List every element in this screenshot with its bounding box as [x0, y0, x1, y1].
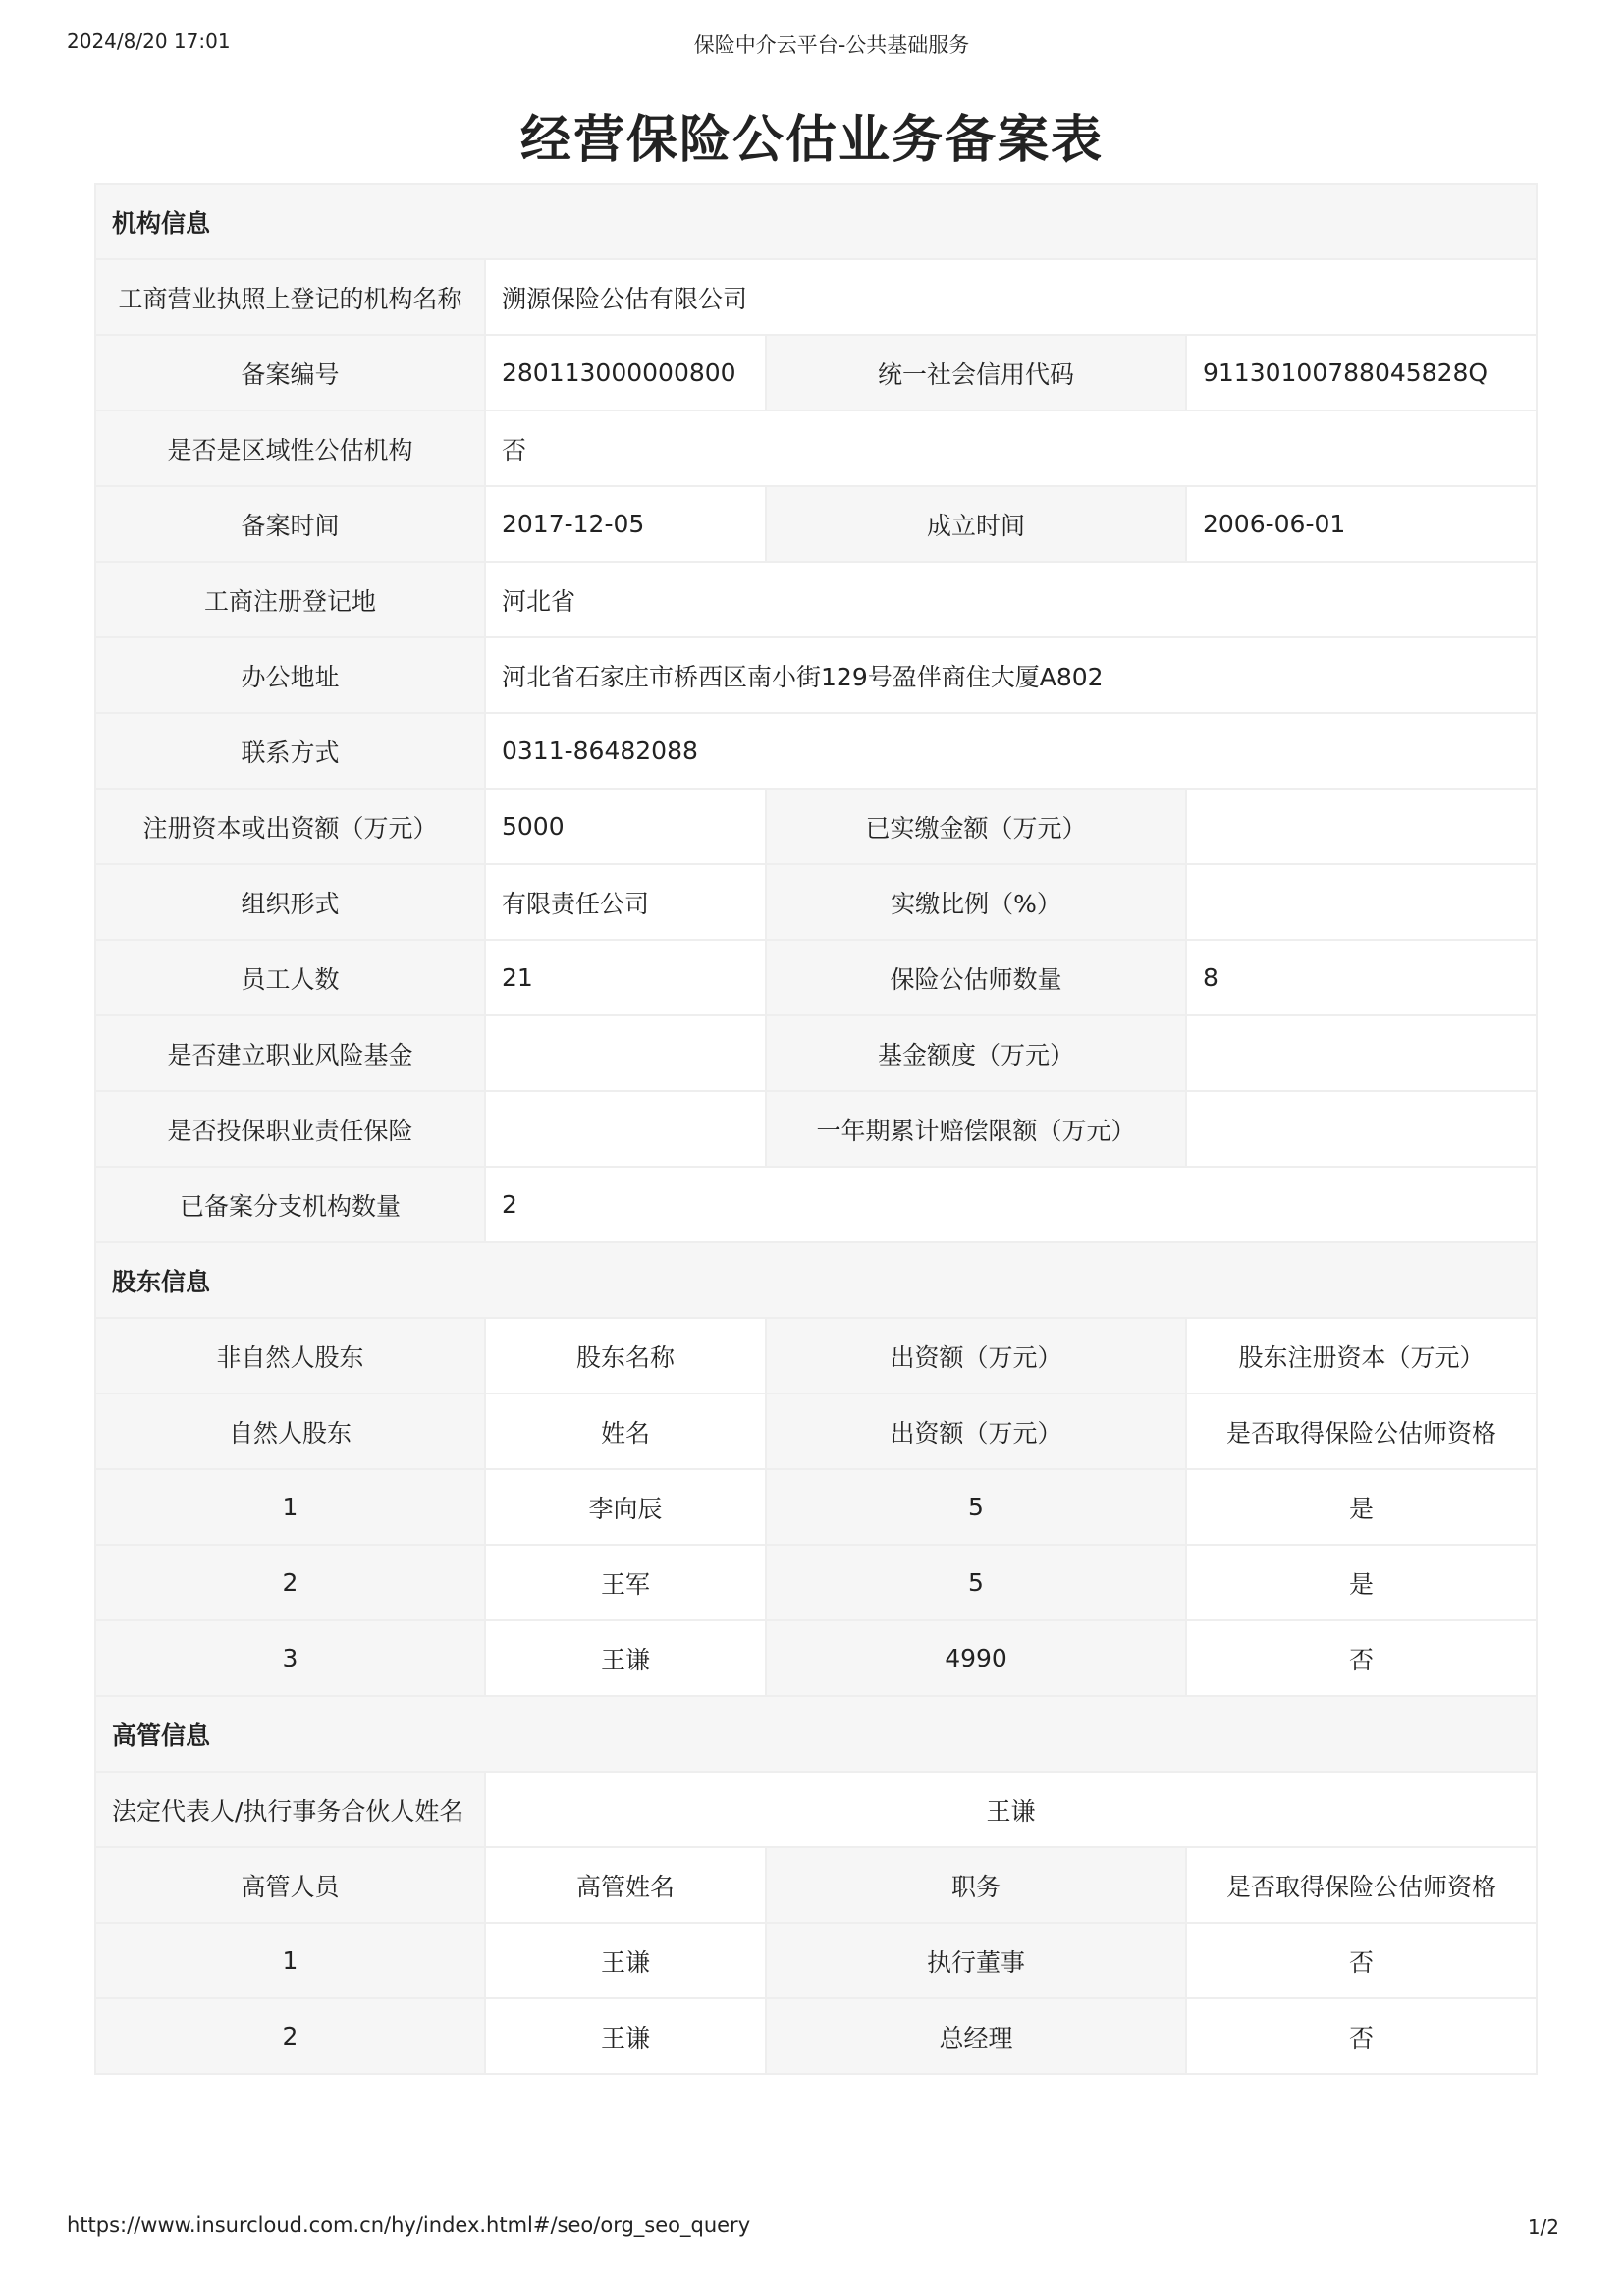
- shareholder-name: 王军: [485, 1545, 766, 1620]
- shareholder-qualified: 是: [1186, 1469, 1537, 1545]
- shareholder-name: 王谦: [485, 1620, 766, 1696]
- exec-index: 2: [95, 1998, 485, 2074]
- capital-label: 注册资本或出资额（万元）: [95, 789, 485, 864]
- section-org-heading: 机构信息: [95, 184, 1537, 259]
- exec-header-1: 高管姓名: [485, 1847, 766, 1923]
- table-row: [95, 1469, 1537, 1545]
- table-row: [95, 1998, 1537, 2074]
- nonnatural-header-0: 非自然人股东: [95, 1318, 485, 1394]
- nonnatural-header-2: 出资额（万元）: [766, 1318, 1186, 1394]
- liability-value: [485, 1091, 766, 1167]
- filing-table: [94, 183, 1538, 2075]
- exec-name: 王谦: [485, 1923, 766, 1998]
- assessor-count-value: 8: [1186, 940, 1537, 1015]
- paid-ratio-label: 实缴比例（%）: [766, 864, 1186, 940]
- paid-label: 已实缴金额（万元）: [766, 789, 1186, 864]
- footer-url: https://www.insurcloud.com.cn/hy/index.html#/seo/org_seo_query: [67, 2214, 751, 2237]
- record-no-value: 280113000000800: [485, 335, 766, 410]
- org-form-label: 组织形式: [95, 864, 485, 940]
- shareholder-amount: 5: [766, 1469, 1186, 1545]
- nonnatural-header-3: 股东注册资本（万元）: [1186, 1318, 1537, 1394]
- annual-limit-value: [1186, 1091, 1537, 1167]
- capital-value: 5000: [485, 789, 766, 864]
- org-form-value: 有限责任公司: [485, 864, 766, 940]
- record-no-label: 备案编号: [95, 335, 485, 410]
- shareholder-index: 3: [95, 1620, 485, 1696]
- record-time-label: 备案时间: [95, 486, 485, 562]
- staff-label: 员工人数: [95, 940, 485, 1015]
- staff-value: 21: [485, 940, 766, 1015]
- paid-value: [1186, 789, 1537, 864]
- reg-place-label: 工商注册登记地: [95, 562, 485, 637]
- exec-name: 王谦: [485, 1998, 766, 2074]
- credit-code-value: 91130100788045828Q: [1186, 335, 1537, 410]
- natural-header-3: 是否取得保险公估师资格: [1186, 1394, 1537, 1469]
- exec-header-0: 高管人员: [95, 1847, 485, 1923]
- contact-value: 0311-86482088: [485, 713, 1537, 789]
- section-shareholder-heading: 股东信息: [95, 1242, 1537, 1318]
- shareholder-amount: 5: [766, 1545, 1186, 1620]
- legal-rep-label: 法定代表人/执行事务合伙人姓名: [95, 1772, 485, 1847]
- assessor-count-label: 保险公估师数量: [766, 940, 1186, 1015]
- office-label: 办公地址: [95, 637, 485, 713]
- shareholder-amount: 4990: [766, 1620, 1186, 1696]
- exec-header-2: 职务: [766, 1847, 1186, 1923]
- site-title: 保险中介云平台-公共基础服务: [693, 33, 970, 57]
- risk-fund-value: [485, 1015, 766, 1091]
- section-exec-heading: 高管信息: [95, 1696, 1537, 1772]
- fund-amount-value: [1186, 1015, 1537, 1091]
- nonnatural-header-1: 股东名称: [485, 1318, 766, 1394]
- table-row: [95, 1620, 1537, 1696]
- paid-ratio-value: [1186, 864, 1537, 940]
- regional-value: 否: [485, 410, 1537, 486]
- print-datetime: 2024/8/20 17:01: [67, 29, 231, 53]
- exec-index: 1: [95, 1923, 485, 1998]
- annual-limit-label: 一年期累计赔偿限额（万元）: [766, 1091, 1186, 1167]
- table-row: [95, 1923, 1537, 1998]
- table-row: [95, 1545, 1537, 1620]
- shareholder-name: 李向辰: [485, 1469, 766, 1545]
- found-time-value: 2006-06-01: [1186, 486, 1537, 562]
- shareholder-index: 2: [95, 1545, 485, 1620]
- credit-code-label: 统一社会信用代码: [766, 335, 1186, 410]
- page-number: 1/2: [1527, 2215, 1559, 2239]
- found-time-label: 成立时间: [766, 486, 1186, 562]
- record-time-value: 2017-12-05: [485, 486, 766, 562]
- legal-rep-value: 王谦: [485, 1772, 1537, 1847]
- risk-fund-label: 是否建立职业风险基金: [95, 1015, 485, 1091]
- fund-amount-label: 基金额度（万元）: [766, 1015, 1186, 1091]
- regional-label: 是否是区域性公估机构: [95, 410, 485, 486]
- exec-position: 执行董事: [766, 1923, 1186, 1998]
- exec-qualified: 否: [1186, 1923, 1537, 1998]
- natural-header-0: 自然人股东: [95, 1394, 485, 1469]
- branch-value: 2: [485, 1167, 1537, 1242]
- org-name-value: 溯源保险公估有限公司: [485, 259, 1537, 335]
- org-name-label: 工商营业执照上登记的机构名称: [95, 259, 485, 335]
- natural-header-1: 姓名: [485, 1394, 766, 1469]
- branch-label: 已备案分支机构数量: [95, 1167, 485, 1242]
- liability-label: 是否投保职业责任保险: [95, 1091, 485, 1167]
- exec-qualified: 否: [1186, 1998, 1537, 2074]
- exec-position: 总经理: [766, 1998, 1186, 2074]
- contact-label: 联系方式: [95, 713, 485, 789]
- shareholder-qualified: 否: [1186, 1620, 1537, 1696]
- exec-header-3: 是否取得保险公估师资格: [1186, 1847, 1537, 1923]
- document-title: 经营保险公估业务备案表: [519, 111, 1104, 170]
- natural-header-2: 出资额（万元）: [766, 1394, 1186, 1469]
- shareholder-index: 1: [95, 1469, 485, 1545]
- office-value: 河北省石家庄市桥西区南小街129号盈伴商住大厦A802: [485, 637, 1537, 713]
- shareholder-qualified: 是: [1186, 1545, 1537, 1620]
- reg-place-value: 河北省: [485, 562, 1537, 637]
